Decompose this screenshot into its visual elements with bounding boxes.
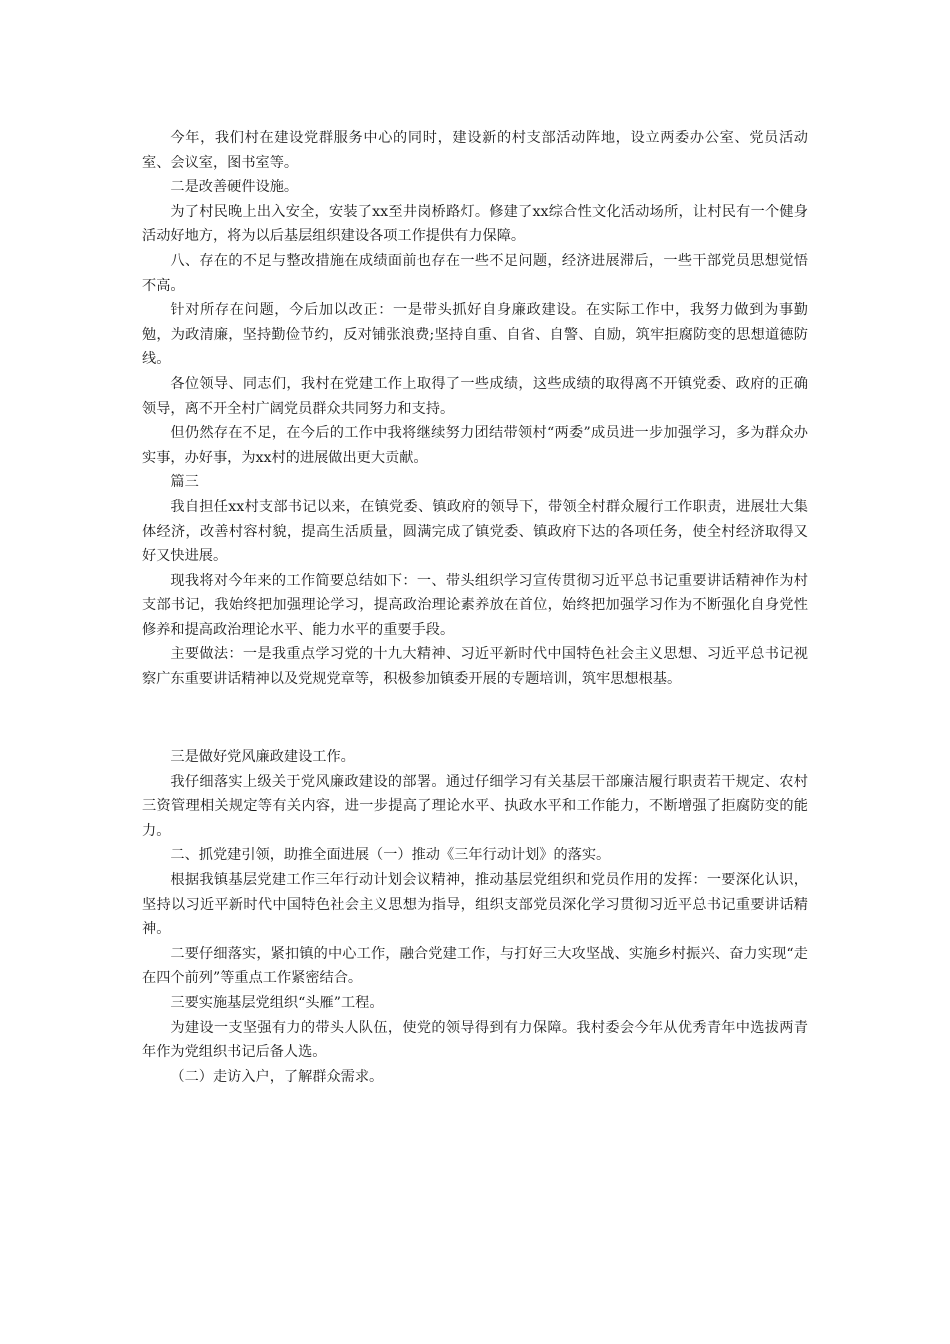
paragraph: 主要做法：一是我重点学习党的十九大精神、习近平新时代中国特色社会主义思想、习近平总书记视察广东重要讲话精神以及党规党章等，积极参加镇委开展的专题培训，筑牢思想根基。: [142, 646, 808, 688]
paragraph: 但仍然存在不足，在今后的工作中我将继续努力团结带领村“两委”成员进一步加强学习，多为群众办实事，办好事，为xx村的进展做出更大贡献。: [142, 425, 808, 466]
document-section-2: [142, 745, 808, 1089]
paragraph: 为了村民晚上出入安全，安装了xx至井岗桥路灯。修建了xx综合性文化活动场所，让村民有一个健身活动好地方，将为以后基层组织建设各项工作提供有力保障。: [142, 203, 808, 245]
paragraph: 我仔细落实上级关于党风廉政建设的部署。通过仔细学习有关基层干部廉洁履行职责若干规定、农村三资管理相关规定等有关内容，进一步提高了理论水平、执政水平和工作能力，不断增强了拒腐防变的能力。: [142, 773, 808, 839]
paragraph: 二是改善硬件设施。: [170, 179, 299, 196]
paragraph: 我自担任xx村支部书记以来，在镇党委、镇政府的领导下，带领全村群众履行工作职责，进展壮大集体经济，改善村容村貌，提高生活质量，圆满完成了镇党委、镇政府下达的各项任务，使全村经济取得又好又快进展。: [142, 498, 808, 565]
section-heading: 篇三: [170, 474, 199, 491]
paragraph: 针对所存在问题，今后加以改正：一是带头抓好自身廉政建设。在实际工作中，我努力做到为事勤勉，为政清廉，坚持勤俭节约，反对铺张浪费;坚持自重、自省、自警、自励，筑牢拒腐防变的思想道德防线。: [142, 302, 808, 368]
paragraph: 三要实施基层党组织“头雁”工程。: [170, 994, 384, 1011]
paragraph: 三是做好党风廉政建设工作。: [170, 749, 355, 765]
paragraph: 根据我镇基层党建工作三年行动计划会议精神，推动基层党组织和党员作用的发挥：一要深化认识，坚持以习近平新时代中国特色社会主义思想为指导，组织支部党员深化学习贯彻习近平总书记重要讲话精神。: [142, 871, 808, 938]
document-section-1: [142, 126, 808, 692]
paragraph: 现我将对今年来的工作简要总结如下：一、带头组织学习宣传贯彻习近平总书记重要讲话精神作为村支部书记，我始终把加强理论学习，提高政治理论素养放在首位，始终把加强学习作为不断强化自身党性修养和提高政治理论水平、能力水平的重要手段。: [142, 572, 808, 638]
paragraph: 八、存在的不足与整改措施在成绩面前也存在一些不足问题，经济进展滞后，一些干部党员思想觉悟不高。: [142, 252, 808, 294]
paragraph: 为建设一支坚强有力的带头人队伍，使党的领导得到有力保障。我村委会今年从优秀青年中选拔两青年作为党组织书记后备人选。: [142, 1019, 808, 1061]
paragraph: 今年，我们村在建设党群服务中心的同时，建设新的村支部活动阵地，设立两委办公室、党员活动室、会议室，图书室等。: [142, 130, 808, 171]
paragraph: （二）走访入户，了解群众需求。: [170, 1068, 384, 1085]
paragraph: 各位领导、同志们，我村在党建工作上取得了一些成绩，这些成绩的取得离不开镇党委、政府的正确领导，离不开全村广阔党员群众共同努力和支持。: [142, 375, 808, 417]
paragraph: 二、抓党建引领，助推全面进展（一）推动《三年行动计划》的落实。: [170, 847, 611, 864]
paragraph: 二要仔细落实，紧扣镇的中心工作，融合党建工作，与打好三大攻坚战、实施乡村振兴、奋力实现“走在四个前列”等重点工作紧密结合。: [142, 945, 808, 987]
